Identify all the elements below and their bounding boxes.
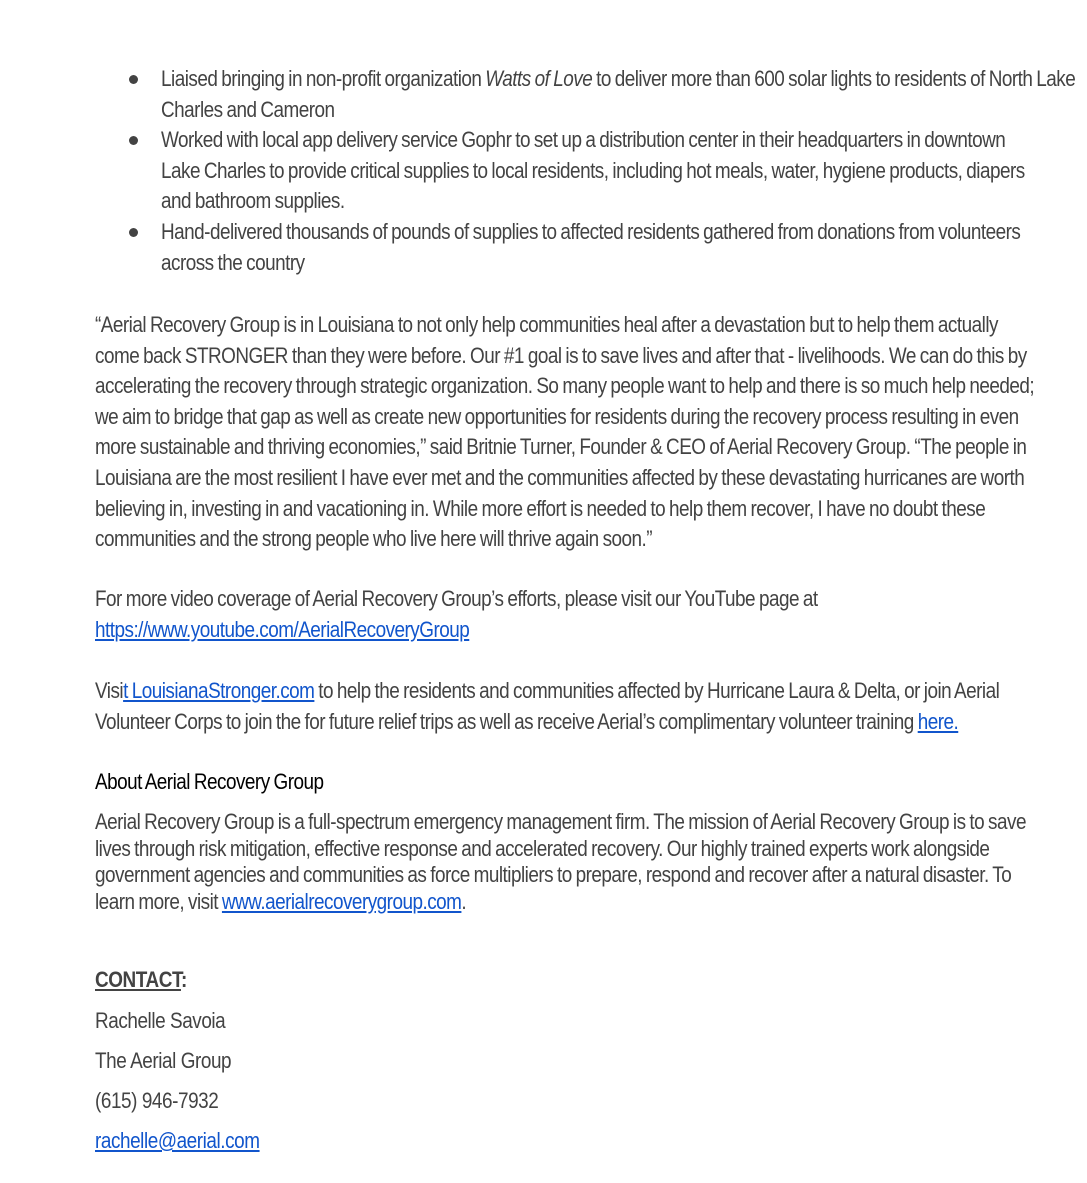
youtube-link[interactable]: https://www.youtube.com/AerialRecoveryGroup [95,616,470,642]
contact-company: The Aerial Group [95,1048,232,1073]
contact-heading: CONTACT: [95,967,187,992]
email-link[interactable]: rachelle@aerial.com [95,1128,260,1153]
contact-email [95,1128,286,1154]
about-paragraph: Aerial Recovery Group is a full-spectrum emergency management firm. The mission of Aerial Recovery Group is to save lives through risk mitigation, effective response and accelerated recovery. Our highly trained experts work alongside government agencies and communities as force multipliers to prepare, respond and recover after a natural disaster. To learn more, visit www.aerialrecoverygroup.com. [95,809,1026,914]
contact-name: Rachelle Savoia [95,1008,226,1033]
bullet-list [95,64,1076,278]
video-paragraph: For more video coverage of Aerial Recovery Group’s efforts, please visit our YouTube page at https://www.youtube.com/AerialRecoveryGroup [95,586,818,642]
visit-paragraph: Visit LouisianaStronger.com to help the residents and communities affected by Hurricane Laura & Delta, or join Aerial Volunteer Corps to join the for future relief trips as well as receive Aerial’s complimentary volunteer training here. [95,678,1000,734]
list-item: Hand-delivered thousands of pounds of supplies to affected residents gathered from donations from volunteers across the country [95,217,1035,278]
about-heading: About Aerial Recovery Group [95,769,324,794]
louisiana-stronger-link[interactable]: t LouisianaStronger.com [123,678,315,703]
contact-phone: (615) 946-7932 [95,1088,219,1113]
training-here-link[interactable]: here. [917,708,959,734]
bullet-icon [129,136,138,145]
list-item: Liaised bringing in non-profit organization Watts of Love to deliver more than 600 solar lights to residents of North Lake Charles and Cameron [95,64,1035,125]
bullet-icon [129,75,138,84]
list-item: Worked with local app delivery service Gophr to set up a distribution center in their headquarters in downtown Lake Charles to provide critical supplies to local residents, including hot meals, water, hygiene products, diapers and bathroom supplies. [95,125,1035,217]
bullet-icon [129,228,138,237]
website-link[interactable]: www.aerialrecoverygroup.com [221,888,462,914]
quote-paragraph: “Aerial Recovery Group is in Louisiana to not only help communities heal after a devastation but to help them actually come back STRONGER than they were before. Our #1 goal is to save lives and after that - livelihoods. We can do this by accelerating the recovery through strategic organization. So many people want to help and there is so much help needed; we aim to bridge that gap as well as create new opportunities for residents during the recovery process resulting in even more sustainable and thriving economies,” said Britnie Turner, Founder & CEO of Aerial Recovery Group. “The people in Louisiana are the most resilient I have ever met and the communities affected by these devastating hurricanes are worth believing in, investing in and vacationing in. While more effort is needed to help them recover, I have no doubt these communities and the strong people who live here will thrive again soon.” [95,312,1035,552]
